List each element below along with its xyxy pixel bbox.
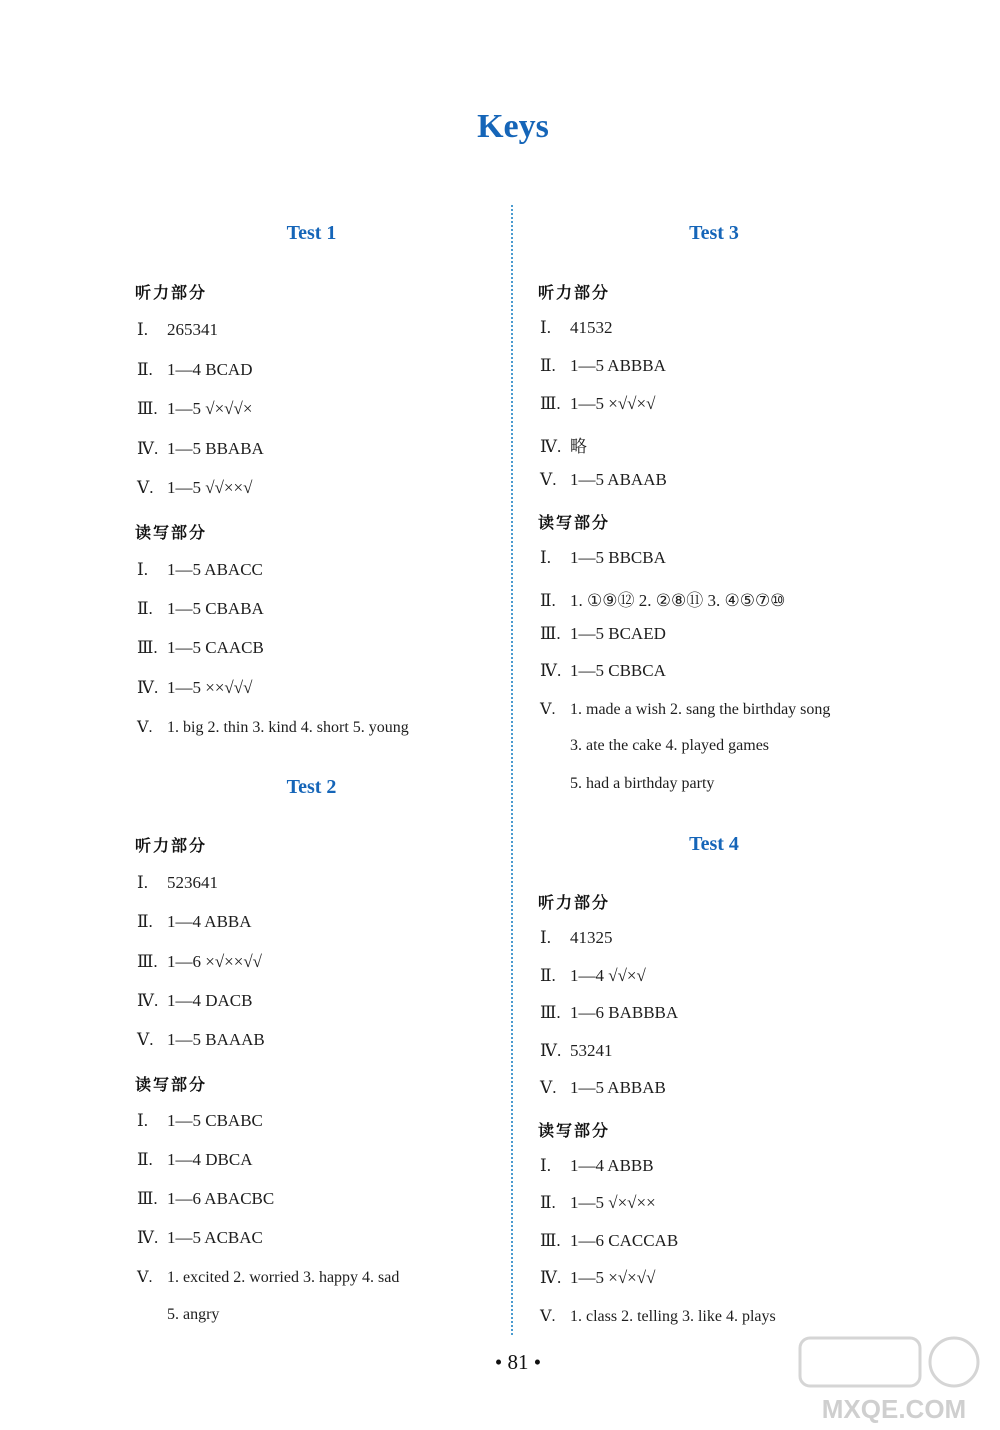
answer-line: Ⅰ. 41325: [540, 928, 613, 947]
answer-line-continued: 5. had a birthday party: [570, 775, 715, 792]
answer-line: Ⅲ. 1—5 BCAED: [540, 624, 666, 643]
answer-line: Ⅴ. 1. class 2. telling 3. like 4. plays: [540, 1308, 776, 1325]
test1-listening-label: 听力部分: [135, 283, 208, 302]
page-title: Keys: [477, 108, 549, 145]
page-number: • 81 •: [494, 1350, 542, 1374]
answer-line: Ⅱ. 1—4 ABBA: [137, 912, 252, 931]
answer-line: Ⅴ. 1—5 √√××√: [137, 478, 253, 497]
test1-title: Test 1: [286, 222, 337, 244]
test4-readwrite-label: 读写部分: [538, 1121, 611, 1140]
answer-line: Ⅲ. 1—5 √×√√×: [137, 399, 253, 418]
watermark-text: MXQE.COM: [821, 1394, 967, 1424]
test4-listening-label: 听力部分: [538, 893, 611, 912]
answer-line: Ⅰ. 265341: [137, 320, 218, 339]
answer-line: Ⅲ. 1—6 CACCAB: [540, 1231, 679, 1250]
answer-line: Ⅳ. 1—4 DACB: [137, 991, 253, 1010]
answer-line: Ⅴ. 1. big 2. thin 3. kind 4. short 5. young: [137, 719, 409, 736]
answer-line: Ⅱ. 1—5 √×√××: [540, 1193, 656, 1212]
answer-line-continued: 5. angry: [167, 1306, 220, 1323]
test2-listening-label: 听力部分: [135, 836, 208, 855]
answer-line: Ⅳ. 1—5 ××√√√: [137, 678, 253, 697]
answer-line: Ⅱ. 1—4 BCAD: [137, 360, 253, 379]
answer-line: Ⅰ. 1—5 CBABC: [137, 1111, 263, 1130]
answer-line: Ⅱ. 1. ①⑨⑫ 2. ②⑧⑪ 3. ④⑤⑦⑩: [540, 591, 786, 610]
answer-line: Ⅱ. 1—4 √√×√: [540, 966, 646, 985]
answer-line: Ⅰ. 1—5 BBCBA: [540, 548, 666, 567]
answer-line: Ⅱ. 1—5 CBABA: [137, 599, 264, 618]
answer-line: Ⅴ. 1. made a wish 2. sang the birthday song: [540, 701, 831, 718]
test2-readwrite-label: 读写部分: [135, 1075, 208, 1094]
answer-line: Ⅴ. 1—5 ABAAB: [540, 470, 667, 489]
watermark-logo: [794, 1334, 994, 1426]
answer-line: Ⅰ. 1—4 ABBB: [540, 1156, 654, 1175]
answer-line: Ⅳ. 1—5 ACBAC: [137, 1228, 263, 1247]
answer-line: Ⅰ. 523641: [137, 873, 218, 892]
answer-line: Ⅴ. 1—5 ABBAB: [540, 1078, 666, 1097]
answer-line: Ⅰ. 1—5 ABACC: [137, 560, 263, 579]
answer-line: Ⅳ. 1—5 ×√×√√: [540, 1268, 656, 1287]
test4-title: Test 4: [689, 833, 739, 855]
answer-line: Ⅴ. 1. excited 2. worried 3. happy 4. sad: [137, 1269, 400, 1286]
test1-readwrite-label: 读写部分: [135, 523, 208, 542]
answer-line: Ⅱ. 1—4 DBCA: [137, 1150, 253, 1169]
answer-line: Ⅰ. 41532: [540, 318, 613, 337]
answer-line: Ⅲ. 1—5 CAACB: [137, 638, 264, 657]
answer-line: Ⅴ. 1—5 BAAAB: [137, 1030, 265, 1049]
test3-title: Test 3: [689, 222, 739, 244]
answer-line: Ⅲ. 1—6 ×√××√√: [137, 952, 263, 971]
answer-line: Ⅱ. 1—5 ABBBA: [540, 356, 666, 375]
test3-readwrite-label: 读写部分: [538, 513, 611, 532]
test2-title: Test 2: [286, 776, 337, 798]
answer-line: Ⅲ. 1—6 ABACBC: [137, 1189, 275, 1208]
answer-line: Ⅳ. 略: [540, 437, 587, 456]
answer-line-continued: 3. ate the cake 4. played games: [570, 737, 770, 754]
answer-line: Ⅳ. 1—5 BBABA: [137, 439, 264, 458]
answer-line: Ⅲ. 1—6 BABBBA: [540, 1003, 679, 1022]
answer-line: Ⅳ. 1—5 CBBCA: [540, 661, 666, 680]
answer-line: Ⅲ. 1—5 ×√√×√: [540, 394, 656, 413]
column-divider: [511, 205, 513, 1335]
test3-listening-label: 听力部分: [538, 283, 611, 302]
answer-line: Ⅳ. 53241: [540, 1041, 613, 1060]
